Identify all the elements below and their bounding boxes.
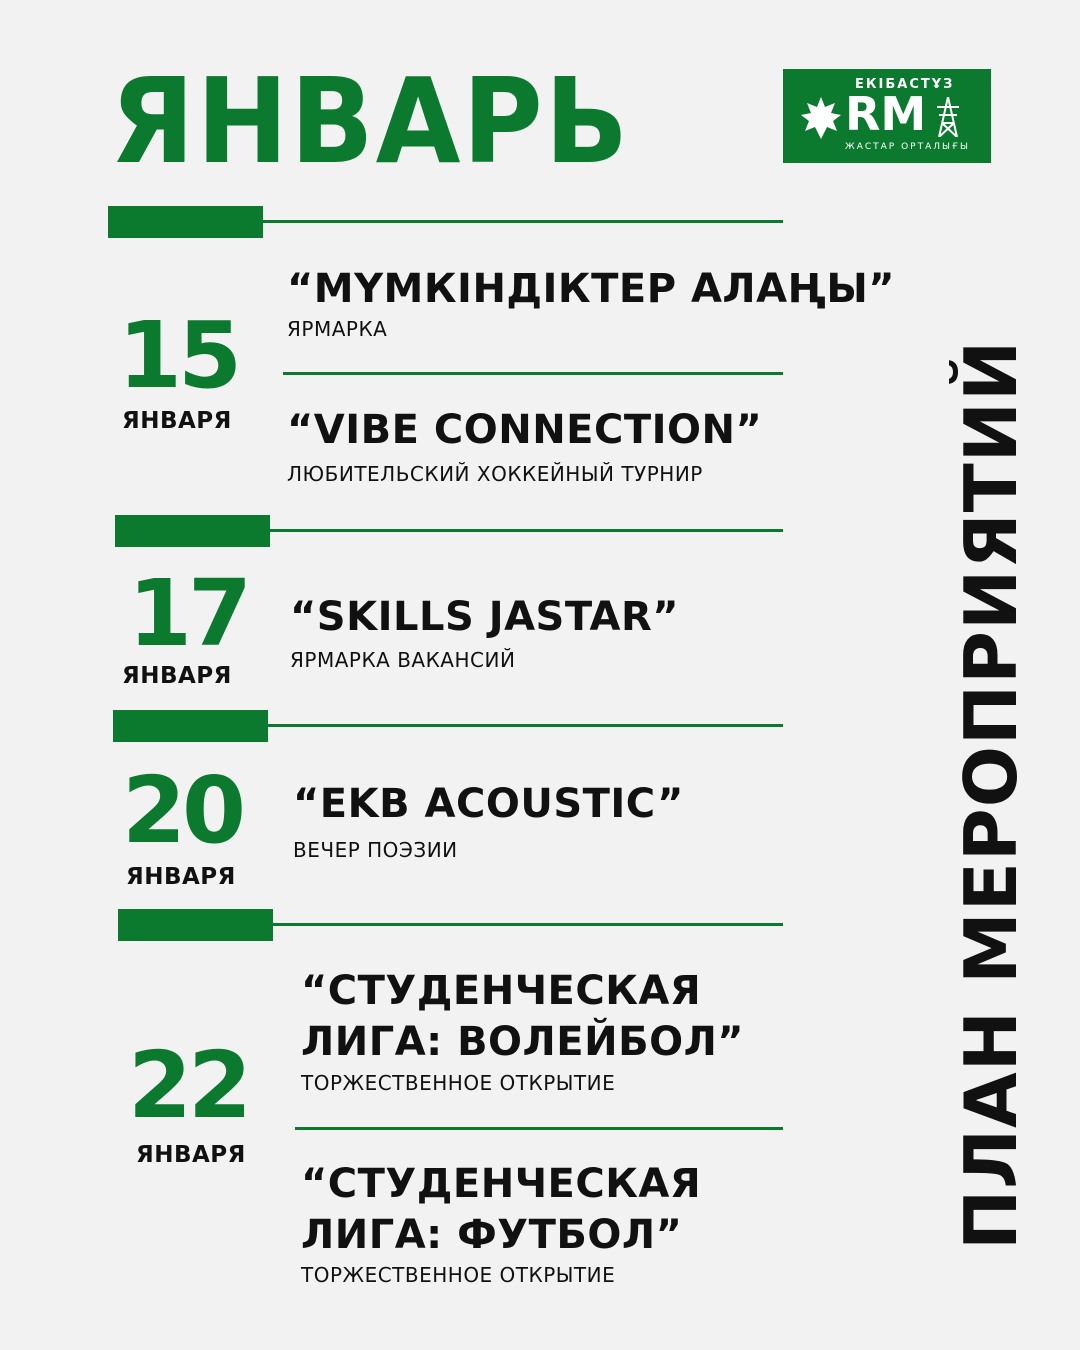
logo-rm-text: RM [845, 87, 927, 141]
event-subtitle: ТОРЖЕСТВЕННОЕ ОТКРЫТИЕ [301, 1071, 616, 1095]
power-tower-icon [935, 97, 961, 137]
leaf-icon [799, 95, 843, 141]
date-day: 20 [122, 757, 243, 864]
separator-line [263, 220, 783, 223]
date-day: 22 [128, 1032, 249, 1139]
event-divider [295, 1127, 783, 1130]
date-month: ЯНВАРЯ [122, 663, 232, 689]
date-day: 17 [128, 560, 249, 667]
logo-bottom-text: ЖАСТАР ОРТАЛЫҒЫ [845, 142, 970, 152]
side-title: ПЛАН МЕРОПРИЯТИЙ [949, 339, 1033, 1250]
event-subtitle: ТОРЖЕСТВЕННОЕ ОТКРЫТИЕ [301, 1263, 616, 1287]
logo-top-text: ЕКІБАСТҰЗ [855, 77, 955, 92]
event-title: “VIBE CONNECTION” [287, 407, 763, 453]
event-subtitle: ЛЮБИТЕЛЬСКИЙ ХОККЕЙНЫЙ ТУРНИР [287, 462, 703, 486]
event-title-line2: ЛИГА: ВОЛЕЙБОЛ” [301, 1019, 745, 1065]
date-month: ЯНВАРЯ [126, 864, 236, 890]
event-subtitle: ЯРМАРКА [287, 317, 388, 341]
event-subtitle: ВЕЧЕР ПОЭЗИИ [293, 838, 458, 862]
separator-line [270, 529, 783, 532]
separator-line [268, 724, 783, 727]
event-title-line1: “СТУДЕНЧЕСКАЯ [301, 1161, 702, 1207]
event-title: “МҮМКІНДІКТЕР АЛАҢЫ” [287, 266, 896, 312]
date-month: ЯНВАРЯ [136, 1142, 246, 1168]
event-divider [283, 372, 783, 375]
event-title: “SKILLS JASTAR” [290, 594, 680, 640]
event-subtitle: ЯРМАРКА ВАКАНСИЙ [290, 648, 516, 672]
event-title: “EKB ACOUSTIC” [293, 781, 684, 827]
separator-bar [108, 206, 263, 238]
separator-bar [115, 515, 270, 547]
month-title: ЯНВАРЬ [110, 52, 631, 190]
separator-bar [113, 710, 268, 742]
date-month: ЯНВАРЯ [122, 408, 232, 434]
event-title-line1: “СТУДЕНЧЕСКАЯ [301, 968, 702, 1014]
youth-center-logo [783, 69, 991, 163]
separator-bar [118, 909, 273, 941]
event-title-line2: ЛИГА: ФУТБОЛ” [301, 1212, 683, 1258]
separator-line [273, 923, 783, 926]
date-day: 15 [118, 302, 239, 409]
